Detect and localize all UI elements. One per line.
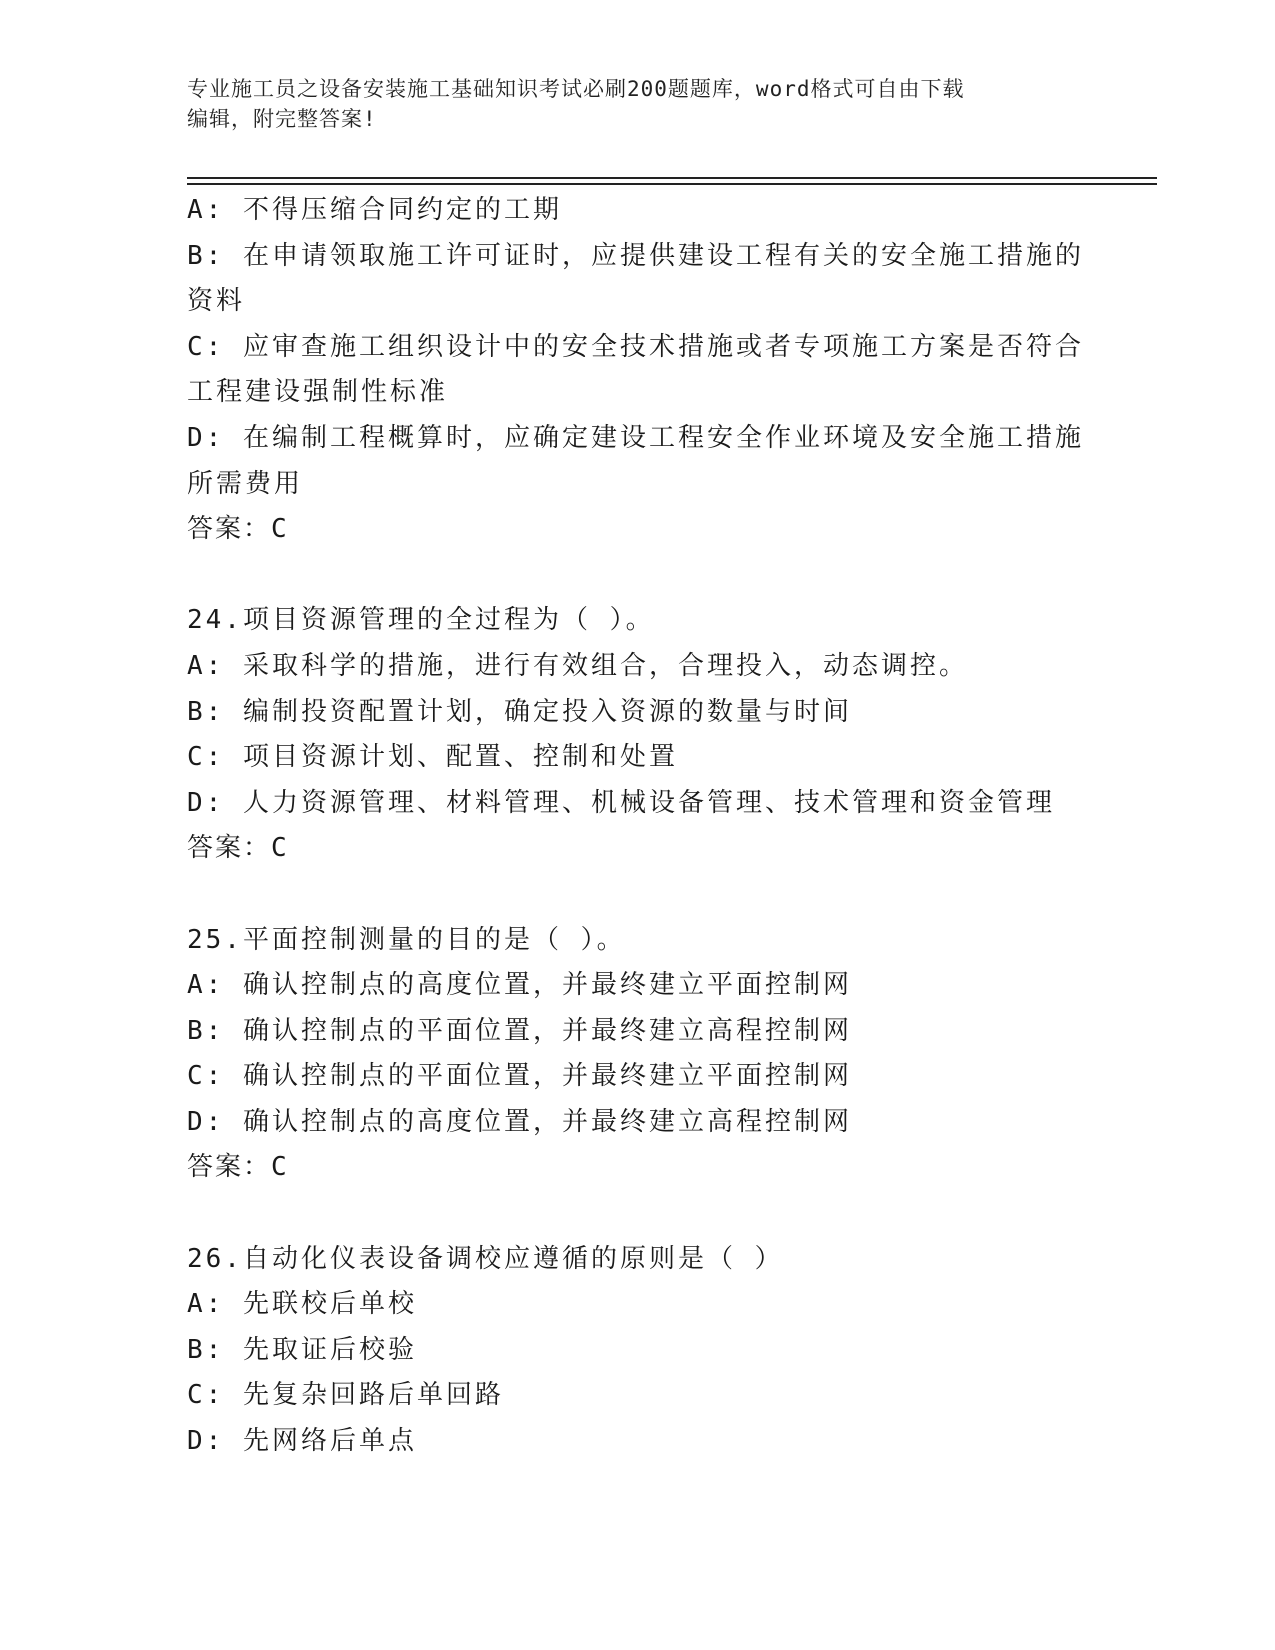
header-divider-top [187, 177, 1157, 179]
option-d: D: 人力资源管理、材料管理、机械设备管理、技术管理和资金管理 [187, 787, 1055, 818]
option-b: B: 在申请领取施工许可证时，应提供建设工程有关的安全施工措施的 [187, 240, 1084, 271]
option-a: A: 确认控制点的高度位置，并最终建立平面控制网 [187, 970, 852, 1001]
option-d: D: 先网络后单点 [187, 1426, 417, 1457]
header-divider-bottom [187, 183, 1157, 185]
answer-23: 答案：C [187, 514, 289, 545]
option-d: D: 在编制工程概算时，应确定建设工程安全作业环境及安全施工措施 [187, 422, 1084, 453]
option-b: B: 先取证后校验 [187, 1334, 417, 1365]
spacer [187, 872, 1187, 918]
question-26 [187, 1237, 1187, 1465]
option-b: B: 确认控制点的平面位置，并最终建立高程控制网 [187, 1015, 852, 1046]
option-a: A: 采取科学的措施，进行有效组合，合理投入，动态调控。 [187, 650, 968, 681]
question-25 [187, 918, 1187, 1192]
option-c: C: 应审查施工组织设计中的安全技术措施或者专项施工方案是否符合 [187, 331, 1084, 362]
option-b: B: 编制投资配置计划，确定投入资源的数量与时间 [187, 696, 852, 727]
spacer [187, 553, 1187, 599]
question-24 [187, 598, 1187, 872]
option-a: A: 先联校后单校 [187, 1289, 417, 1320]
question-text: 24.项目资源管理的全过程为（ ）。 [187, 605, 655, 636]
option-d-continued: 所需费用 [187, 468, 304, 499]
option-c: C: 项目资源计划、配置、控制和处置 [187, 742, 678, 773]
spacer [187, 1191, 1187, 1237]
option-a: A: 不得压缩合同约定的工期 [187, 195, 562, 225]
option-d: D: 确认控制点的高度位置，并最终建立高程控制网 [187, 1106, 852, 1137]
option-c: C: 先复杂回路后单回路 [187, 1380, 504, 1411]
header-title-line-2: 编辑，附完整答案! [187, 107, 377, 131]
document-header [187, 74, 1087, 134]
option-c: C: 确认控制点的平面位置，并最终建立平面控制网 [187, 1061, 852, 1092]
question-text: 26.自动化仪表设备调校应遵循的原则是（ ） [187, 1243, 784, 1274]
question-text: 25.平面控制测量的目的是（ ）。 [187, 924, 626, 955]
header-title-line-1: 专业施工员之设备安装施工基础知识考试必刷200题题库，word格式可自由下载 [187, 77, 965, 101]
option-c-continued: 工程建设强制性标准 [187, 377, 449, 408]
answer-25: 答案：C [187, 1152, 289, 1183]
option-b-continued: 资料 [187, 286, 246, 317]
answer-24: 答案：C [187, 833, 289, 864]
question-content [187, 188, 1187, 1465]
question-23-options [187, 188, 1187, 553]
